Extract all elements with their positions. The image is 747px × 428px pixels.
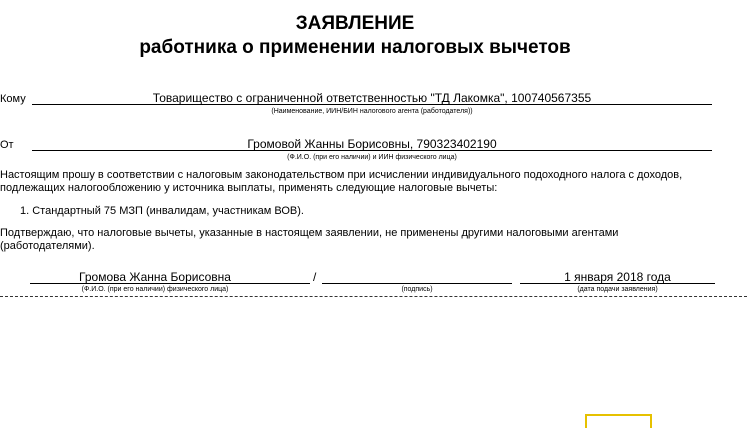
signer-name: Громова Жанна Борисовна: [79, 270, 231, 284]
document-title: ЗАЯВЛЕНИЕ: [295, 13, 415, 34]
from-caption: (Ф.И.О. (при его наличии) и ИИН физического лица): [287, 154, 457, 161]
request-paragraph: Настоящим прошу в соответствии с налоговым законодательством при исчислении индивидуального подоходного налога с доходов, подлежащих налогообложению у источника выплаты, применять следующие налоговые вычеты:: [0, 169, 683, 194]
name-caption: (Ф.И.О. (при его наличии) физического лица): [81, 286, 229, 293]
confirmation-paragraph: Подтверждаю, что налоговые вычеты, указанные в настоящем заявлении, не применены другими налоговыми агентами (работодателями).: [0, 227, 619, 252]
signature-underline: [322, 283, 512, 284]
name-underline: [30, 283, 310, 284]
deduction-item: 1. Стандартный 75 МЗП (инвалидам, участникам ВОВ).: [20, 205, 304, 217]
signature-separator: /: [313, 270, 317, 284]
to-value: Товарищество с ограниченной ответственностью "ТД Лакомка", 100740567355: [152, 91, 592, 105]
from-value: Громовой Жанны Борисовны, 790323402190: [247, 137, 497, 151]
to-label: Кому: [0, 93, 26, 105]
date-caption: (дата подачи заявления): [577, 286, 658, 293]
from-label: От: [0, 139, 14, 151]
application-date: 1 января 2018 года: [564, 270, 671, 284]
to-underline: [32, 104, 712, 105]
date-underline: [520, 283, 715, 284]
document-subtitle: работника о применении налоговых вычетов: [139, 37, 571, 58]
to-caption: (Наименование, ИИН/БИН налогового агента (работодателя)): [271, 108, 473, 115]
cut-line: [0, 296, 747, 297]
selection-marker: [585, 414, 652, 428]
from-underline: [32, 150, 712, 151]
signature-caption: (подпись): [401, 286, 433, 293]
